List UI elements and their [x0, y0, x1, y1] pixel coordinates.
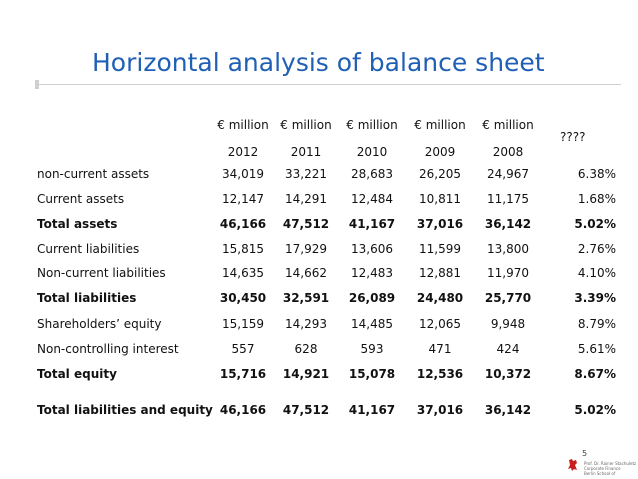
row-value: 24,480 — [416, 291, 464, 305]
row-percent: 4.10% — [577, 266, 616, 280]
row-value: 12,881 — [419, 266, 461, 280]
row-value: 32,591 — [282, 291, 330, 305]
footer-line: Berlin School of — [584, 471, 616, 476]
row-percent: 6.38% — [577, 167, 616, 181]
row-value: 12,147 — [222, 192, 264, 206]
row-value: 26,089 — [348, 291, 396, 305]
row-value: 47,512 — [282, 217, 330, 231]
row-label: Total liabilities and equity — [37, 403, 213, 417]
row-value: 34,019 — [222, 167, 264, 181]
column-extra-header: ???? — [560, 130, 586, 144]
row-value: 12,483 — [351, 266, 393, 280]
row-label: Total assets — [37, 217, 118, 231]
column-unit-header: € million — [217, 118, 269, 132]
row-percent: 3.39% — [574, 291, 616, 305]
row-percent: 5.61% — [577, 342, 616, 356]
row-value: 13,606 — [351, 242, 393, 256]
row-value: 12,484 — [351, 192, 393, 206]
row-value: 14,293 — [285, 317, 327, 331]
row-label: Current liabilities — [37, 242, 140, 256]
row-value: 14,662 — [285, 266, 327, 280]
table-row — [0, 342, 638, 362]
row-value: 471 — [428, 342, 452, 356]
column-year-header: 2008 — [492, 145, 524, 159]
row-label: Current assets — [37, 192, 125, 206]
row-value: 15,716 — [219, 367, 267, 381]
footer-line: Corporate Finance — [584, 466, 621, 471]
row-value: 26,205 — [419, 167, 461, 181]
row-value: 9,948 — [490, 317, 526, 331]
page-title: Horizontal analysis of balance sheet — [92, 48, 545, 77]
row-percent: 2.76% — [577, 242, 616, 256]
row-value: 11,599 — [419, 242, 461, 256]
table-row — [0, 317, 638, 337]
table-row — [0, 367, 638, 387]
column-year-header: 2010 — [356, 145, 388, 159]
column-unit-header: € million — [414, 118, 466, 132]
row-percent: 8.67% — [574, 367, 616, 381]
row-value: 41,167 — [348, 403, 396, 417]
row-value: 13,800 — [487, 242, 529, 256]
row-percent: 1.68% — [577, 192, 616, 206]
row-value: 424 — [496, 342, 520, 356]
row-value: 46,166 — [219, 403, 267, 417]
row-label: Total equity — [37, 367, 117, 381]
row-value: 15,159 — [222, 317, 264, 331]
table-row — [0, 291, 638, 311]
row-value: 15,815 — [222, 242, 264, 256]
column-year-header: 2011 — [290, 145, 322, 159]
row-label: Non-current liabilities — [37, 266, 166, 280]
column-unit-header: € million — [280, 118, 332, 132]
row-label: Non-controlling interest — [37, 342, 179, 356]
row-value: 14,921 — [282, 367, 330, 381]
row-value: 10,811 — [419, 192, 461, 206]
table-row — [0, 192, 638, 212]
row-value: 30,450 — [219, 291, 267, 305]
column-unit-header: € million — [346, 118, 398, 132]
row-value: 36,142 — [484, 217, 532, 231]
row-value: 557 — [231, 342, 255, 356]
row-value: 14,485 — [351, 317, 393, 331]
row-value: 628 — [294, 342, 318, 356]
row-value: 36,142 — [484, 403, 532, 417]
row-label: non-current assets — [37, 167, 150, 181]
row-value: 37,016 — [416, 217, 464, 231]
table-row — [0, 266, 638, 286]
row-value: 593 — [360, 342, 384, 356]
column-unit-header: € million — [482, 118, 534, 132]
row-value: 33,221 — [285, 167, 327, 181]
row-value: 11,175 — [487, 192, 529, 206]
row-value: 37,016 — [416, 403, 464, 417]
footer-line: Prof. Dr. Rainer Stachuletz — [584, 461, 637, 466]
row-value: 14,291 — [285, 192, 327, 206]
row-label: Total liabilities — [37, 291, 137, 305]
row-value: 17,929 — [285, 242, 327, 256]
row-label: Shareholders’ equity — [37, 317, 162, 331]
row-value: 47,512 — [282, 403, 330, 417]
row-value: 10,372 — [484, 367, 532, 381]
row-value: 15,078 — [348, 367, 396, 381]
row-percent: 5.02% — [574, 217, 616, 231]
row-value: 24,967 — [487, 167, 529, 181]
row-value: 12,536 — [416, 367, 464, 381]
row-value: 46,166 — [219, 217, 267, 231]
row-percent: 8.79% — [577, 317, 616, 331]
footer-credits — [584, 461, 636, 476]
row-value: 11,970 — [487, 266, 529, 280]
row-value: 41,167 — [348, 217, 396, 231]
row-value: 28,683 — [351, 167, 393, 181]
bear-logo-icon — [567, 458, 579, 472]
table-row — [0, 217, 638, 237]
column-year-header: 2009 — [424, 145, 456, 159]
column-year-header: 2012 — [227, 145, 259, 159]
row-value: 14,635 — [222, 266, 264, 280]
row-value: 25,770 — [484, 291, 532, 305]
title-divider — [36, 84, 621, 85]
page-number: 5 — [582, 449, 588, 458]
row-value: 12,065 — [419, 317, 461, 331]
table-row — [0, 403, 638, 423]
table-row — [0, 167, 638, 187]
row-percent: 5.02% — [574, 403, 616, 417]
table-row — [0, 242, 638, 262]
